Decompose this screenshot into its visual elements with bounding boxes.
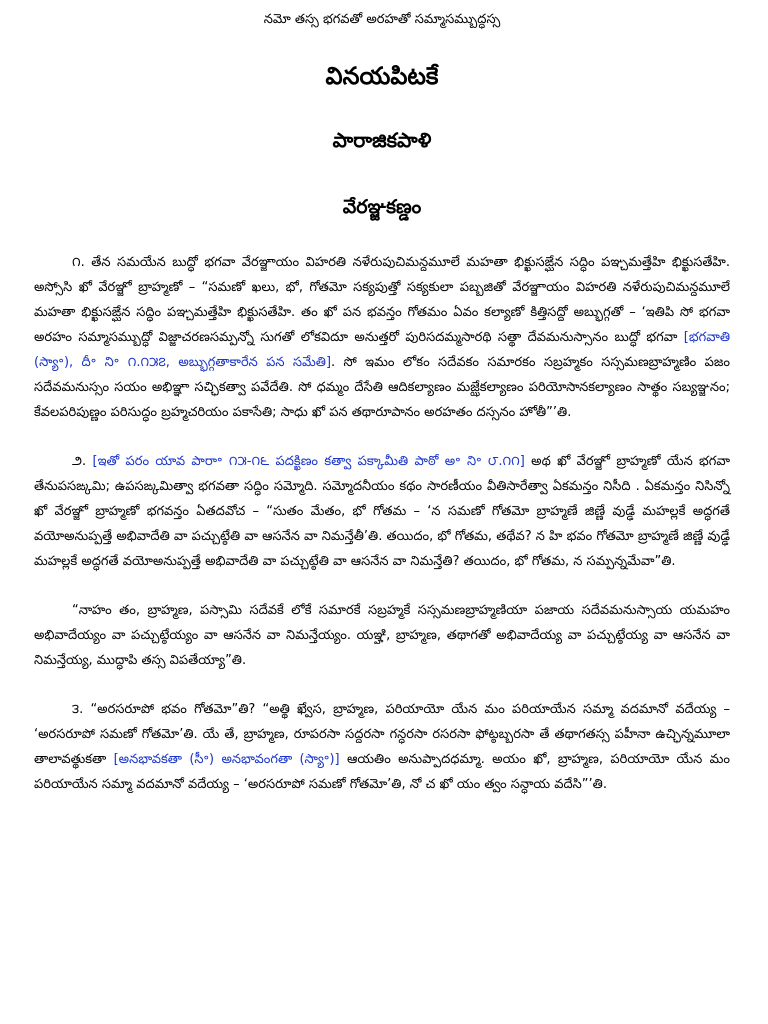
paragraph-2 xyxy=(34,449,730,574)
paragraph-2-variant-note[interactable]: [ఇతో పరం యావ పారా॰ ౧౫-౧౬ పదక్ఖిణం కత్వా పక్కామీతి పాఠో అ॰ ని॰ ౮.౧౧] xyxy=(92,454,525,469)
paragraph-1-variant-note[interactable]: [భగవాతి (స్యా॰), దీ॰ ని॰ ౧.౧౫౭, అబ్భుగ్గతాకారేన పన సమేతి] xyxy=(34,330,730,370)
paragraph-2-text-a: ౨. xyxy=(72,454,93,469)
paragraph-1-text-a: ౧. తేన సమయేన బుద్ధో భగవా వేరఞ్జాయం విహరతి నళేరుపుచిమన్దమూలే మహతా భిక్ఖుసఙ్ఘేన సద్ధిం పఞ్చమత్తేహి భిక్ఖుసతేహి. అస్సోసి ఖో వేరఞ్జో బ్రాహ్మణో – “సమణో ఖలు, భో, గోతమో సక్యపుత్తో సక్యకులా పబ్బజితో వేరఞ్జాయం విహరతి నళేరుపుచిమన్దమూలే మహతా భిక్ఖుసఙ్ఘేన సద్ధిం పఞ్చమత్తేహి భిక్ఖుసతేహి. తం ఖో పన భవన్తం గోతమం ఏవం కల్యాణో కిత్తిసద్దో అబ్భుగ్గతో – ‘ఇతిపి సో భగవా అరహం సమ్మాసమ్బుద్ధో విజ్జాచరణసమ్పన్నో సుగతో లోకవిదూ అనుత్తరో పురిసదమ్మసారథి సత్థా దేవమనుస్సానం బుద్ధో భగవా xyxy=(34,255,730,345)
paragraph-4 xyxy=(34,697,730,797)
paragraph-4-text-a: ౩. “అరసరూపో భవం గోతమో”తి? “అత్థి ఖ్వేస, బ్రాహ్మణ, పరియాయో యేన మం పరియాయేన సమ్మా వదమానో వదేయ్య – ‘అరసరూపో సమణో గోతమో’తి. యే తే, బ్రాహ్మణ, రూపరసా సద్దరసా గన్ధరసా రసరసా ఫోట్ఠబ్బరసా తే తథాగతస్స పహీనా ఉచ్ఛిన్నమూలా తాలావత్థుకతా xyxy=(34,702,730,767)
paragraph-2-text-b: అథ ఖో వేరఞ్జో బ్రాహ్మణో యేన భగవా తేనుపసఙ్కమి; ఉపసఙ్కమిత్వా భగవతా సద్ధిం సమ్మోది. సమ్మోదనీయం కథం సారణీయం వీతిసారేత్వా ఏకమన్తం నిసీది . ఏకమన్తం నిసిన్నో ఖో వేరఞ్జో బ్రాహ్మణో భగవన్తం ఏతదవోచ – “సుతం మేతం, భో గోతమ – ‘న సమణో గోతమో బ్రాహ్మణే జిణ్ణే వుడ్ఢే మహల్లకే అద్ధగతే వయోఅనుప్పత్తే అభివాదేతి వా పచ్చుట్ఠేతి వా ఆసనేన వా నిమన్తేతీ’తి. తయిదం, భో గోతమ, తథేవ? న హి భవం గోతమో బ్రాహ్మణే జిణ్ణే వుడ్ఢే మహల్లకే అద్ధగతే వయోఅనుప్పత్తే అభివాదేతి వా పచ్చుట్ఠేతి వా ఆసనేన వా నిమన్తేతి? తయిదం, భో గోతమ, న సమ్పన్నమేవా”తి. xyxy=(34,454,730,569)
paragraph-3 xyxy=(34,598,730,673)
page-subtitle: పారాజికపాళి xyxy=(332,128,432,152)
page-title: వినయపిటకే xyxy=(325,62,439,90)
paragraph-4-text-b: ఆయతిం అనుప్పాదధమ్మా. అయం ఖో, బ్రాహ్మణ, పరియాయో యేన మం పరియాయేన సమ్మా వదమానో వదేయ్య – ‘అరసరూపో సమణో గోతమో’తి, నో చ ఖో యం త్వం సన్ధాయ వదేసి”’తి. xyxy=(34,752,730,792)
paragraph-1 xyxy=(34,250,730,425)
paragraph-4-variant-note[interactable]: [అనభావకతా (సీ॰) అనభావంగతా (స్యా॰)] xyxy=(113,752,340,767)
paragraph-3-text: “నాహం తం, బ్రాహ్మణ, పస్సామి సదేవకే లోకే సమారకే సబ్రహ్మకే సస్సమణబ్రాహ్మణియా పజాయ సదేవమనుస్సాయ యమహం అభివాదేయ్యం వా పచ్చుట్ఠేయ్యం వా ఆసనేన వా నిమన్తేయ్యం. యఞ్హి, బ్రాహ్మణ, తథాగతో అభివాదేయ్య వా పచ్చుట్ఠేయ్య వా ఆసనేన వా నిమన్తేయ్య, ముద్ధాపి తస్స విపతేయ్యా”తి. xyxy=(34,603,730,668)
homage-line: నమో తస్స భగవతో అరహతో సమ్మాసమ్బుద్ధస్స xyxy=(263,12,501,27)
paragraph-1-text-b: . సో ఇమం లోకం సదేవకం సమారకం సబ్రహ్మకం సస్సమణబ్రాహ్మణిం పజం సదేవమనుస్సం సయం అభిఞ్ఞా సచ్ఛికత్వా పవేదేతి. సో ధమ్మం దేసేతి ఆదికల్యాణం మజ్ఝేకల్యాణం పరియోసానకల్యాణం సాత్థం సబ్యఞ్జనం; కేవలపరిపుణ్ణం పరిసుద్ధం బ్రహ్మచరియం పకాసేతి; సాధు ఖో పన తథారూపానం అరహతం దస్సనం హోతీ”’తి. xyxy=(34,355,730,420)
section-title: వేరఞ్జకణ్డం xyxy=(342,196,422,218)
